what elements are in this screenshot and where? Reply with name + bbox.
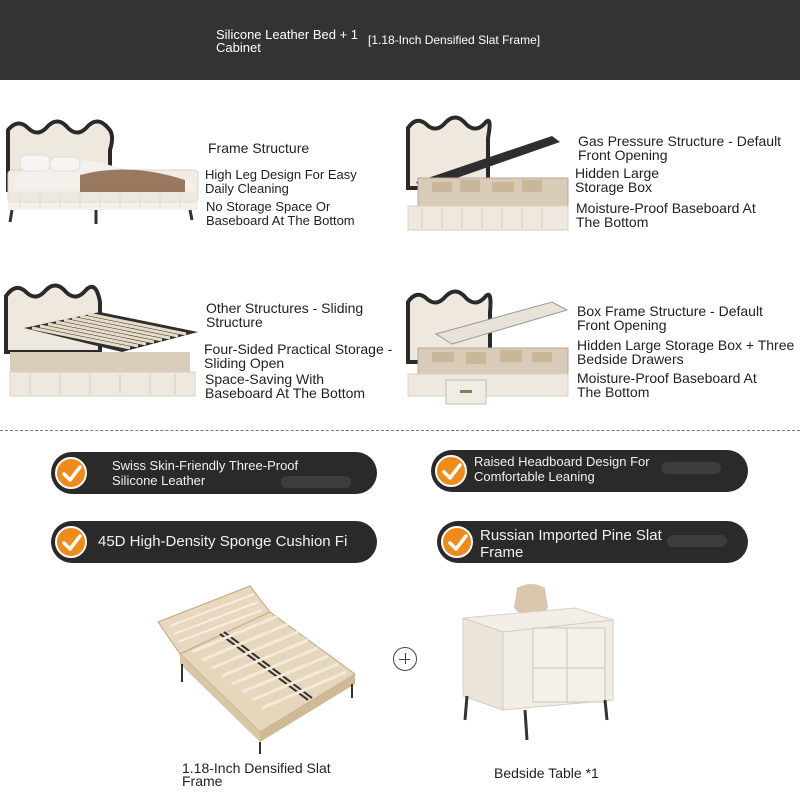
feature-pill-leather [51, 452, 377, 494]
table-caption: Bedside Table *1 [494, 765, 599, 781]
structure-1-title: Frame Structure [208, 140, 310, 156]
structure-3-line1: Four-Sided Practical Storage - Sliding Open [204, 341, 393, 371]
structure-4-title: Box Frame Structure - Default Front Opening [577, 303, 763, 333]
slat-frame-bed-image [150, 582, 360, 762]
structure-2-line1: Hidden Large Storage Box [575, 165, 660, 195]
structure-1-line2: No Storage Space Or Baseboard At The Bottom [206, 199, 355, 228]
structure-2-line2: Moisture-Proof Baseboard At The Bottom [576, 200, 756, 230]
structure-3-title: Other Structures - Sliding Structure [206, 300, 364, 330]
blur-overlay [281, 476, 351, 488]
structure-2-title: Gas Pressure Structure - Default Front Opening [578, 133, 782, 163]
feature-pill-pine [437, 521, 748, 563]
bed-caption: 1.18-Inch Densified Slat Frame [182, 760, 331, 789]
structure-1-line1: High Leg Design For Easy Daily Cleaning [205, 167, 357, 196]
feature-headboard-label: Raised Headboard Design For Comfortable Leaning [474, 454, 650, 484]
dashed-divider [0, 430, 800, 431]
feature-pine-label: Russian Imported Pine Slat Frame [480, 527, 662, 561]
checkmark-icon [55, 457, 87, 489]
blur-overlay [661, 462, 721, 474]
frame-structure-bed-image [0, 110, 200, 230]
structure-4-line2: Moisture-Proof Baseboard At The Bottom [577, 370, 757, 400]
feature-pill-headboard [431, 450, 748, 492]
blur-overlay [667, 535, 727, 547]
header-banner [0, 0, 800, 80]
feature-pill-sponge [51, 521, 377, 563]
plus-icon [393, 647, 417, 671]
gas-pressure-bed-image [402, 108, 577, 238]
box-frame-bed-image [402, 282, 577, 407]
header-title: Silicone Leather Bed + 1 Cabinet [216, 27, 359, 55]
structure-3-line2: Space-Saving With Baseboard At The Bottom [205, 371, 366, 401]
feature-sponge-label: 45D High-Density Sponge Cushion Fi [98, 533, 348, 550]
sliding-structure-bed-image [0, 272, 200, 402]
checkmark-icon [441, 526, 473, 558]
structure-4-line1: Hidden Large Storage Box + Three Bedside Drawers [577, 337, 795, 367]
bedside-table-image [455, 580, 620, 745]
checkmark-icon [55, 526, 87, 558]
header-subtitle: [1.18-Inch Densified Slat Frame] [368, 33, 541, 47]
checkmark-icon [435, 455, 467, 487]
feature-leather-label: Swiss Skin-Friendly Three-Proof Silicone Leather [112, 458, 299, 488]
